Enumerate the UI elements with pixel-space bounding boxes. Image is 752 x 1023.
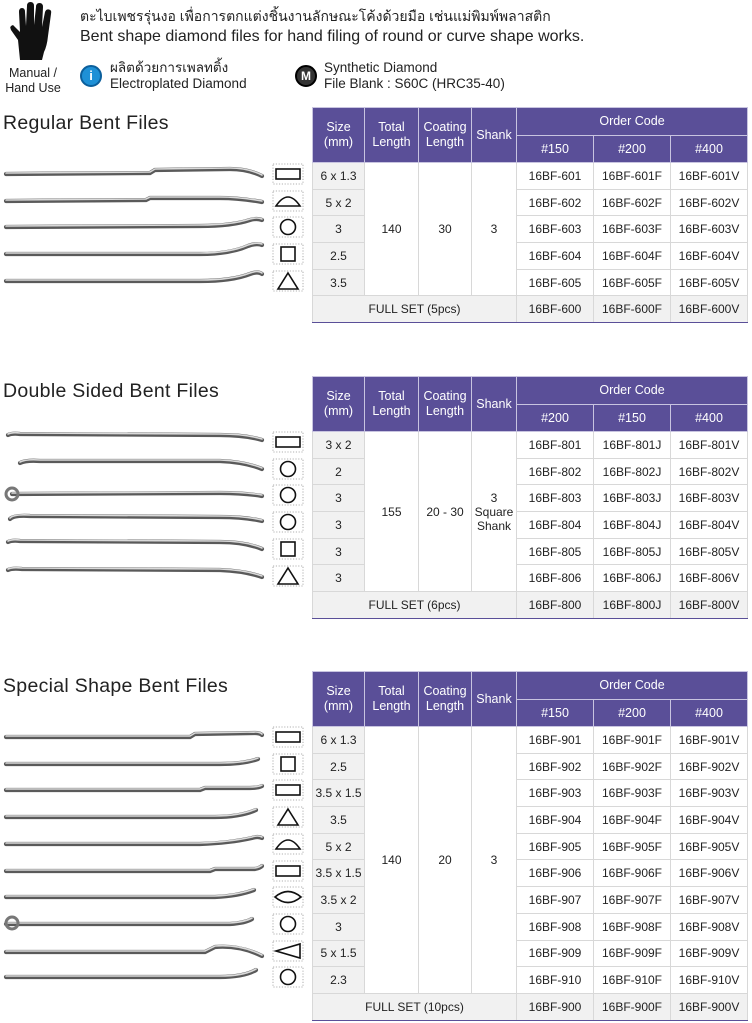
size-cell: 2.5	[313, 243, 365, 270]
file-tool-image	[0, 831, 270, 857]
order-code-cell: 16BF-905	[517, 833, 594, 860]
manual-hand-use-label	[0, 66, 66, 96]
file-tool-row	[0, 777, 312, 803]
order-code-cell: 16BF-910V	[671, 967, 748, 994]
shank-cell	[472, 163, 517, 296]
manual-label-line2: Hand Use	[5, 81, 61, 95]
order-code-cell: 16BF-902V	[671, 753, 748, 780]
coating-label: Coating	[423, 120, 467, 134]
square-icon	[272, 753, 304, 775]
half-round-icon	[272, 190, 304, 212]
shank-value: 3	[490, 490, 498, 505]
order-code-cell: 16BF-601F	[594, 163, 671, 190]
full-set-label: FULL SET (6pcs)	[313, 592, 517, 619]
order-code-cell: 16BF-902	[517, 753, 594, 780]
triangle-icon	[272, 806, 304, 828]
file-tool-image	[0, 938, 270, 964]
size-cell: 6 x 1.3	[313, 163, 365, 190]
total-length-cell: 155	[365, 432, 419, 592]
size-header-label: Size	[326, 120, 351, 134]
full-set-code: 16BF-600	[517, 296, 594, 323]
spec-table	[312, 671, 748, 1021]
total-length-cell: 140	[365, 163, 419, 296]
round-icon	[272, 966, 304, 988]
round-icon	[272, 484, 304, 506]
file-tool-image	[0, 777, 270, 803]
coating-length-label: Length	[425, 135, 465, 149]
file-tool-image	[0, 804, 270, 830]
size-cell: 3.5	[313, 807, 365, 834]
order-code-cell: 16BF-909V	[671, 940, 748, 967]
order-code-cell: 16BF-905F	[594, 833, 671, 860]
file-tool-image	[0, 268, 270, 294]
glove-icon	[8, 2, 58, 62]
size-cell: 3.5 x 1.5	[313, 860, 365, 887]
knife-icon	[272, 940, 304, 962]
grit-header: #200	[594, 700, 671, 727]
size-cell: 3	[313, 565, 365, 592]
order-code-cell: 16BF-907V	[671, 887, 748, 914]
coating-label: Coating	[423, 389, 467, 403]
coating-length-cell: 20	[419, 727, 472, 994]
thai-description: ตะไบเพชรรุ่นงอ เพื่อการตกแต่งชิ้นงานลักษณะโค้งด้วยมือ เช่นแม่พิมพ์พลาสติก	[80, 8, 551, 24]
grit-header: #400	[671, 700, 748, 727]
material-label	[324, 60, 505, 92]
size-header	[313, 377, 365, 432]
coating-length-header	[419, 672, 472, 727]
round-icon	[272, 216, 304, 238]
grit-header: #150	[594, 405, 671, 432]
file-tool-row	[0, 429, 312, 455]
size-cell: 6 x 1.3	[313, 727, 365, 754]
table-row	[313, 432, 748, 459]
section-title: Double Sided Bent Files	[3, 380, 220, 402]
total-label: Total	[378, 120, 405, 134]
electroplated-thai: ผลิตด้วยการเพลทติ้ง	[110, 60, 229, 75]
order-code-cell: 16BF-901	[517, 727, 594, 754]
size-cell: 3	[313, 216, 365, 243]
flat-icon	[272, 779, 304, 801]
file-tool-row	[0, 964, 312, 990]
order-code-cell: 16BF-605	[517, 269, 594, 296]
order-code-cell: 16BF-603F	[594, 216, 671, 243]
file-tool-image	[0, 429, 270, 455]
file-blank-label: File Blank : S60C (HRC35-40)	[324, 76, 505, 91]
size-cell: 5 x 2	[313, 833, 365, 860]
full-set-code: 16BF-900F	[594, 993, 671, 1020]
order-code-cell: 16BF-806V	[671, 565, 748, 592]
coating-length-label: Length	[425, 404, 465, 418]
file-tool-image	[0, 188, 270, 214]
length-label: Length	[372, 699, 411, 713]
shank-header: Shank	[472, 377, 517, 432]
size-cell: 2	[313, 458, 365, 485]
size-header	[313, 108, 365, 163]
coating-length-header	[419, 377, 472, 432]
size-cell: 3.5 x 2	[313, 887, 365, 914]
order-code-cell: 16BF-907F	[594, 887, 671, 914]
size-unit-label: (mm)	[323, 135, 354, 149]
order-code-cell: 16BF-602	[517, 189, 594, 216]
shank-header: Shank	[472, 108, 517, 163]
file-tool-row	[0, 884, 312, 910]
order-code-cell: 16BF-804J	[594, 512, 671, 539]
order-code-cell: 16BF-903V	[671, 780, 748, 807]
order-code-cell: 16BF-908V	[671, 913, 748, 940]
order-code-cell: 16BF-805	[517, 538, 594, 565]
total-length-header	[365, 672, 419, 727]
order-code-cell: 16BF-604V	[671, 243, 748, 270]
size-unit-label: (mm)	[323, 699, 354, 713]
file-tool-row	[0, 188, 312, 214]
full-set-label: FULL SET (5pcs)	[313, 296, 517, 323]
triangle-icon	[272, 565, 304, 587]
flat-icon	[272, 860, 304, 882]
order-code-cell: 16BF-905V	[671, 833, 748, 860]
order-code-cell: 16BF-806	[517, 565, 594, 592]
full-set-code: 16BF-800	[517, 592, 594, 619]
grit-header: #200	[517, 405, 594, 432]
material-icon: M	[295, 65, 317, 87]
order-code-cell: 16BF-603	[517, 216, 594, 243]
synthetic-diamond-label: Synthetic Diamond	[324, 60, 438, 75]
file-tool-image	[0, 751, 270, 777]
order-code-cell: 16BF-806J	[594, 565, 671, 592]
order-code-cell: 16BF-909	[517, 940, 594, 967]
order-code-cell: 16BF-801J	[594, 432, 671, 459]
order-code-cell: 16BF-901V	[671, 727, 748, 754]
order-code-cell: 16BF-603V	[671, 216, 748, 243]
full-set-label: FULL SET (10pcs)	[313, 993, 517, 1020]
file-tool-image	[0, 214, 270, 240]
coating-length-cell: 20 - 30	[419, 432, 472, 592]
file-tool-row	[0, 911, 312, 937]
shank-note: Square Shank	[474, 504, 514, 533]
spec-table	[312, 107, 748, 323]
flat-icon	[272, 163, 304, 185]
order-code-cell: 16BF-604F	[594, 243, 671, 270]
half-round-icon	[272, 833, 304, 855]
grit-header: #150	[517, 700, 594, 727]
full-set-row	[313, 592, 748, 619]
size-cell: 2.3	[313, 967, 365, 994]
order-code-cell: 16BF-908	[517, 913, 594, 940]
order-code-cell: 16BF-904	[517, 807, 594, 834]
grit-header: #400	[671, 136, 748, 163]
file-tool-image	[0, 536, 270, 562]
file-tool-image	[0, 509, 270, 535]
size-cell: 3.5 x 1.5	[313, 780, 365, 807]
coating-length-header	[419, 108, 472, 163]
full-set-code: 16BF-900V	[671, 993, 748, 1020]
order-code-cell: 16BF-802J	[594, 458, 671, 485]
order-code-cell: 16BF-801V	[671, 432, 748, 459]
size-cell: 5 x 1.5	[313, 940, 365, 967]
total-length-cell: 140	[365, 727, 419, 994]
order-code-cell: 16BF-601	[517, 163, 594, 190]
file-tool-row	[0, 536, 312, 562]
file-tool-row	[0, 751, 312, 777]
order-code-cell: 16BF-805V	[671, 538, 748, 565]
shank-value: 3	[490, 852, 498, 867]
electroplated-en: Electroplated Diamond	[110, 76, 247, 91]
full-set-row	[313, 993, 748, 1020]
size-header-label: Size	[326, 684, 351, 698]
order-code-cell: 16BF-601V	[671, 163, 748, 190]
full-set-code: 16BF-600V	[671, 296, 748, 323]
order-code-cell: 16BF-904F	[594, 807, 671, 834]
file-tool-image	[0, 858, 270, 884]
order-code-cell: 16BF-801	[517, 432, 594, 459]
order-code-cell: 16BF-909F	[594, 940, 671, 967]
order-code-header: Order Code	[517, 672, 748, 700]
triangle-icon	[272, 270, 304, 292]
order-code-cell: 16BF-908F	[594, 913, 671, 940]
file-tool-image	[0, 482, 270, 508]
coating-length-cell: 30	[419, 163, 472, 296]
length-label: Length	[372, 404, 411, 418]
full-set-code: 16BF-600F	[594, 296, 671, 323]
size-cell: 5 x 2	[313, 189, 365, 216]
info-icon: i	[80, 65, 102, 87]
flat-icon	[272, 431, 304, 453]
round-icon	[272, 511, 304, 533]
order-code-cell: 16BF-906F	[594, 860, 671, 887]
file-tool-row	[0, 938, 312, 964]
table-row	[313, 727, 748, 754]
order-code-cell: 16BF-602V	[671, 189, 748, 216]
order-code-cell: 16BF-803	[517, 485, 594, 512]
file-tool-row	[0, 161, 312, 187]
file-tool-row	[0, 268, 312, 294]
electroplated-label	[110, 60, 247, 92]
length-label: Length	[372, 135, 411, 149]
order-code-cell: 16BF-906V	[671, 860, 748, 887]
order-code-cell: 16BF-803J	[594, 485, 671, 512]
round-icon	[272, 458, 304, 480]
file-tool-row	[0, 456, 312, 482]
size-cell: 3	[313, 538, 365, 565]
order-code-cell: 16BF-602F	[594, 189, 671, 216]
coating-label: Coating	[423, 684, 467, 698]
file-tool-image	[0, 241, 270, 267]
size-cell: 3 x 2	[313, 432, 365, 459]
grit-header: #400	[671, 405, 748, 432]
order-code-cell: 16BF-904V	[671, 807, 748, 834]
section-title: Special Shape Bent Files	[3, 675, 229, 697]
grit-header: #150	[517, 136, 594, 163]
order-code-cell: 16BF-802V	[671, 458, 748, 485]
size-unit-label: (mm)	[323, 404, 354, 418]
file-tool-row	[0, 831, 312, 857]
square-icon	[272, 538, 304, 560]
size-cell: 3.5	[313, 269, 365, 296]
section-title: Regular Bent Files	[3, 112, 169, 134]
order-code-cell: 16BF-902F	[594, 753, 671, 780]
file-tool-row	[0, 804, 312, 830]
spec-table	[312, 376, 748, 619]
file-tool-row	[0, 241, 312, 267]
file-tool-row	[0, 724, 312, 750]
total-label: Total	[378, 389, 405, 403]
shank-cell	[472, 727, 517, 994]
size-cell: 3	[313, 913, 365, 940]
size-cell: 3	[313, 485, 365, 512]
file-tool-image	[0, 724, 270, 750]
order-code-cell: 16BF-802	[517, 458, 594, 485]
lens-icon	[272, 886, 304, 908]
order-code-header: Order Code	[517, 377, 748, 405]
order-code-cell: 16BF-901F	[594, 727, 671, 754]
order-code-cell: 16BF-804	[517, 512, 594, 539]
file-tool-row	[0, 214, 312, 240]
english-description: Bent shape diamond files for hand filing of round or curve shape works.	[80, 28, 585, 45]
square-icon	[272, 243, 304, 265]
table-row	[313, 163, 748, 190]
file-tool-image	[0, 161, 270, 187]
order-code-cell: 16BF-804V	[671, 512, 748, 539]
order-code-cell: 16BF-906	[517, 860, 594, 887]
file-tool-image	[0, 911, 270, 937]
shank-value: 3	[490, 222, 498, 237]
round-icon	[272, 913, 304, 935]
coating-length-label: Length	[425, 699, 465, 713]
file-tool-image	[0, 884, 270, 910]
file-tool-row	[0, 563, 312, 589]
shank-cell	[472, 432, 517, 592]
order-code-cell: 16BF-805J	[594, 538, 671, 565]
full-set-code: 16BF-800J	[594, 592, 671, 619]
file-tool-row	[0, 858, 312, 884]
order-code-cell: 16BF-903	[517, 780, 594, 807]
full-set-code: 16BF-800V	[671, 592, 748, 619]
total-length-header	[365, 377, 419, 432]
order-code-cell: 16BF-605F	[594, 269, 671, 296]
size-cell: 3	[313, 512, 365, 539]
shank-header: Shank	[472, 672, 517, 727]
manual-label-line1: Manual /	[9, 66, 57, 80]
file-tool-image	[0, 563, 270, 589]
size-header	[313, 672, 365, 727]
flat-icon	[272, 726, 304, 748]
grit-header: #200	[594, 136, 671, 163]
order-code-cell: 16BF-903F	[594, 780, 671, 807]
full-set-code: 16BF-900	[517, 993, 594, 1020]
order-code-cell: 16BF-910F	[594, 967, 671, 994]
order-code-cell: 16BF-803V	[671, 485, 748, 512]
full-set-row	[313, 296, 748, 323]
size-header-label: Size	[326, 389, 351, 403]
file-tool-row	[0, 482, 312, 508]
size-cell: 2.5	[313, 753, 365, 780]
file-tool-row	[0, 509, 312, 535]
file-tool-image	[0, 964, 270, 990]
total-label: Total	[378, 684, 405, 698]
order-code-cell: 16BF-910	[517, 967, 594, 994]
order-code-cell: 16BF-604	[517, 243, 594, 270]
order-code-cell: 16BF-907	[517, 887, 594, 914]
order-code-header: Order Code	[517, 108, 748, 136]
total-length-header	[365, 108, 419, 163]
order-code-cell: 16BF-605V	[671, 269, 748, 296]
file-tool-image	[0, 456, 270, 482]
